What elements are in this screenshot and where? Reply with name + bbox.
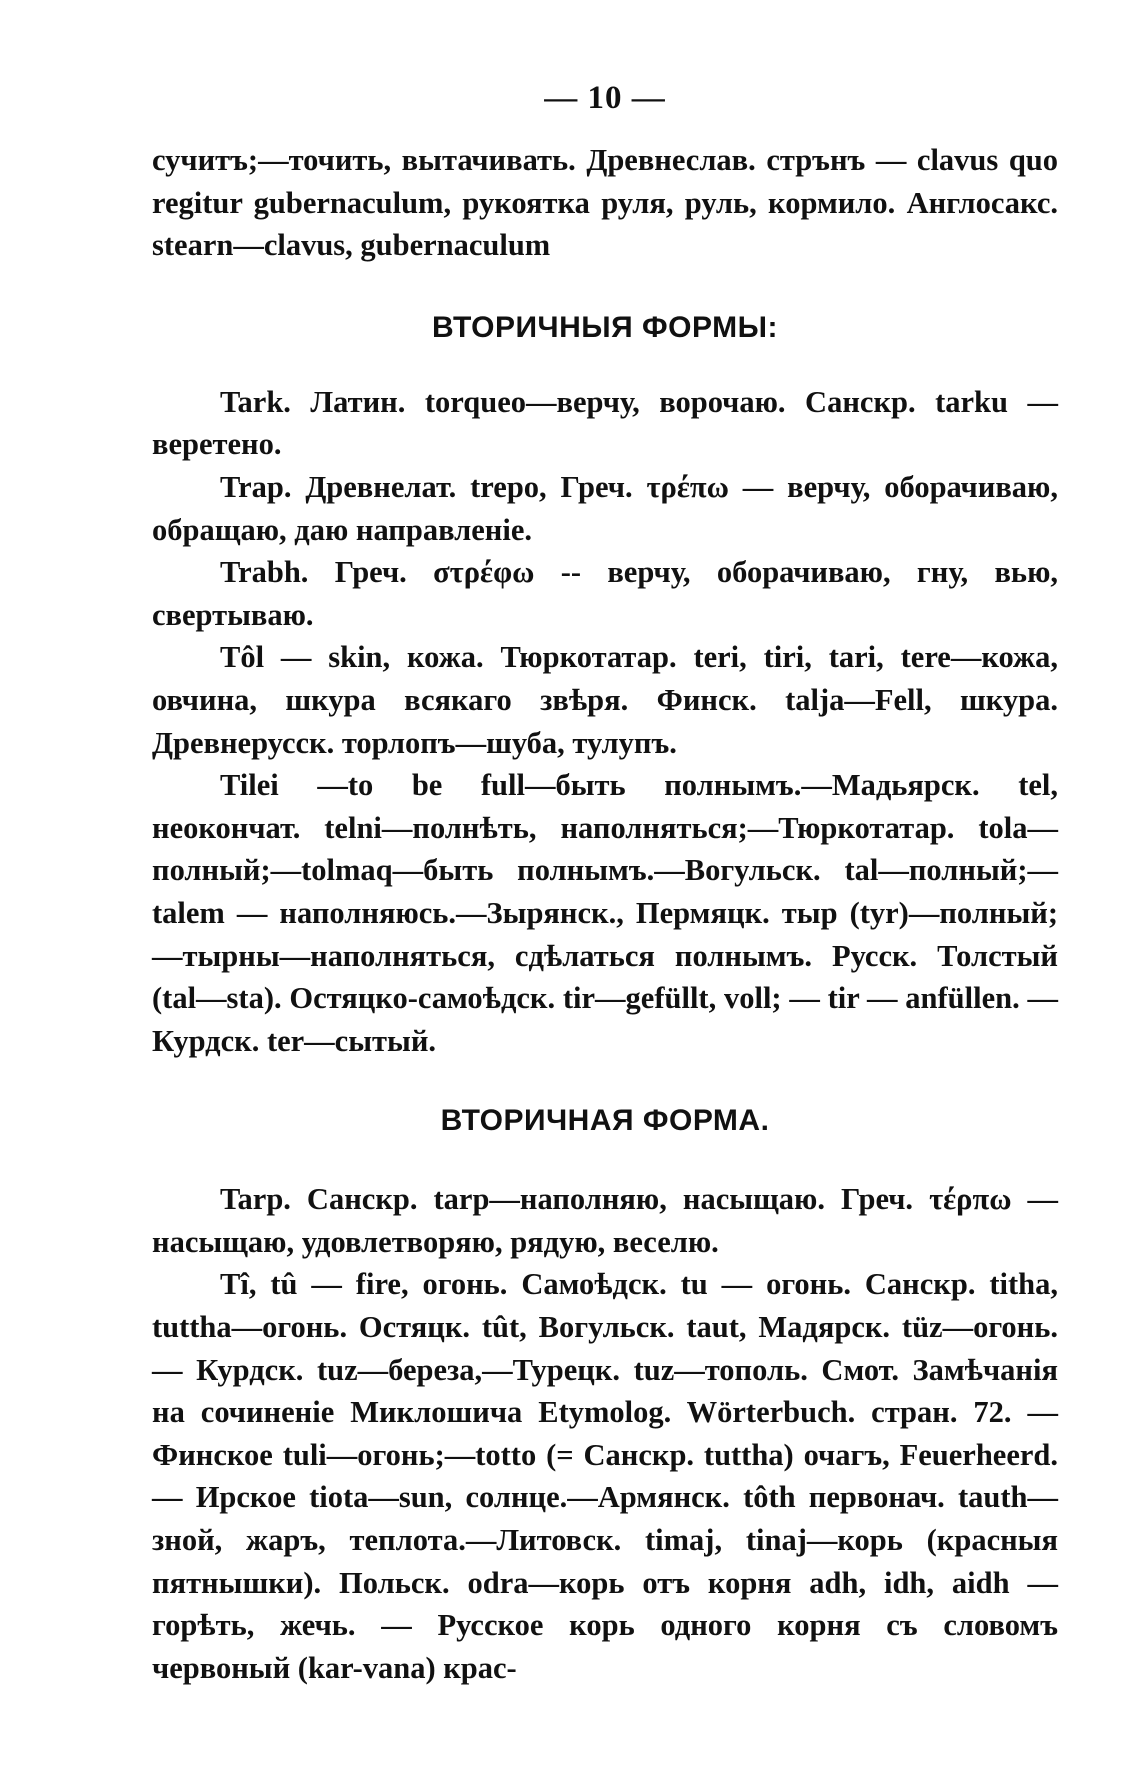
book-page: [152, 80, 1058, 1689]
page-number: — 10 —: [544, 80, 666, 116]
entry-trabh: Trabh. Греч. στρέφω -- верчу, оборачиваю, гну, вью, свертываю.: [152, 555, 1058, 632]
entry-tilei: Tilei —to be full—быть полнымъ.—Мадьярск. tel, неокончат. telni—полнѣть, наполняться;—Тюркотатар. tola—полный;—tolmaq—быть полнымъ.—Вогульск. tal—полный;—talem — наполняюсь.—Зырянск., Пермяцк. тыр (tyr)—полный;—тырны—наполняться, сдѣлаться полнымъ. Русск. Толстый (tal—sta). Остяцко-самоѣдск. tir—gefüllt, voll; — tir — anfüllen. — Курдск. ter—сытый.: [152, 768, 1058, 1058]
entry-trap: Trap. Древнелат. trepo, Греч. τρέπω — верчу, оборачиваю, обращаю, даю направленіе.: [152, 469, 1058, 547]
entry-tol: Tôl — skin, кожа. Тюркотатар. teri, tiri, tari, tere—кожа, овчина, шкура всякаго звѣря. Финск. talja—Fell, шкура. Древнерусск. торлопъ—шуба, тулупъ.: [152, 640, 1058, 760]
section-heading-secondary-form: ВТОРИЧНАЯ ФОРМА.: [440, 1104, 770, 1138]
entry-tarp: Tarp. Санскр. tarp—наполняю, насыщаю. Греч. τέρπω —насыщаю, удовлетворяю, рядую, веселю.: [152, 1182, 1058, 1259]
entry-tark: Tark. Латин. torqueo—верчу, ворочаю. Санскр. tarku — веретено.: [152, 384, 1058, 462]
section-heading-secondary-forms: ВТОРИЧНЫЯ ФОРМЫ:: [432, 310, 778, 344]
paragraph-continuation: сучитъ;—точить, вытачивать. Древнеслав. стрънъ — clavus quo regitur gubernaculum, рукоятка руля, руль, кормило. Англосакс. stearn—clavus, gubernaculum: [152, 143, 1058, 263]
entry-ti-tu: Tî, tû — fire, огонь. Самоѣдск. tu — огонь. Санскр. titha, tuttha—огонь. Остяцк. tût, Вогульск. taut, Мадярск. tüz—огонь.— Курдск. tuz—береза,—Турецк. tuz—тополь. Смот. Замѣчанія на сочиненіе Миклошича Etymolog. Wörterbuch. стран. 72. — Финское tuli—огонь;—totto (= Санскр. tuttha) очагъ, Feuerheerd.— Ирское tiota—sun, солнце.—Армянск. tôth первонач. tauth—зной, жаръ, теплота.—Литовск. timaj, tinaj—корь (красныя пятнышки). Польск. odra—корь отъ корня adh, idh, aidh — горѣть, жечь. — Русское корь одного корня съ словомъ червоный (kar-vana) крас-: [152, 1267, 1058, 1685]
